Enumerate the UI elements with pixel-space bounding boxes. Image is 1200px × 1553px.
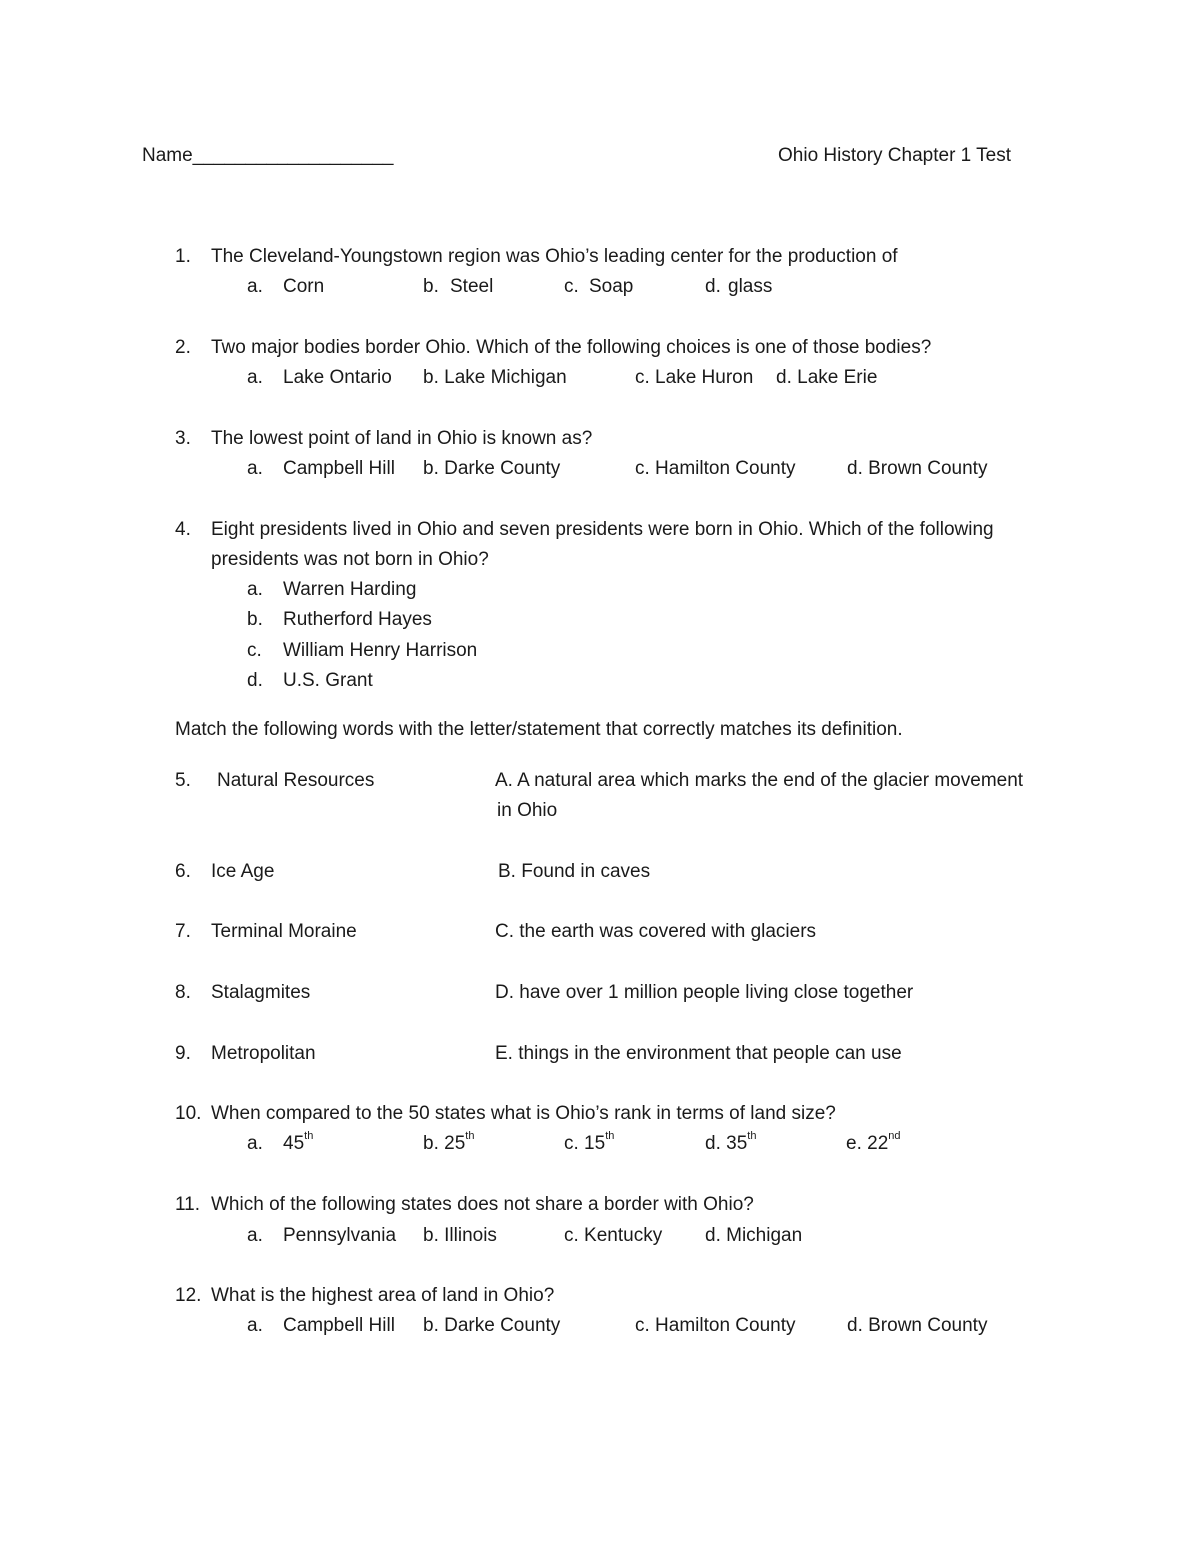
match-def-a: A. A natural area which marks the end of the glacier movement [495, 770, 1024, 791]
question-3-number: 3. [175, 428, 191, 449]
q1-option-b: Steel [450, 276, 494, 297]
q10-option-b: b. 25th [423, 1130, 475, 1154]
q12-option-a-letter: a. [247, 1315, 263, 1336]
q4-option-b: Rutherford Hayes [283, 609, 432, 630]
question-2-text: Two major bodies border Ohio. Which of the following choices is one of those bodies? [211, 337, 932, 358]
q10-option-c-suffix: th [605, 1130, 615, 1142]
q10-option-a: 45th [283, 1130, 314, 1154]
q12-option-a: Campbell Hill [283, 1315, 395, 1336]
match-def-b: B. Found in caves [498, 861, 651, 882]
question-12-text: What is the highest area of land in Ohio? [211, 1285, 555, 1306]
question-12-number: 12. [175, 1285, 202, 1306]
q11-option-a: Pennsylvania [283, 1225, 397, 1246]
question-2-number: 2. [175, 337, 191, 358]
matching-instructions: Match the following words with the letter/statement that correctly matches its definition. [175, 719, 903, 740]
q1-option-c: Soap [589, 276, 634, 297]
q2-option-c: c. Lake Huron [635, 367, 754, 388]
q3-option-a: Campbell Hill [283, 458, 395, 479]
question-11-text: Which of the following states does not share a border with Ohio? [211, 1194, 754, 1215]
q12-option-d: d. Brown County [847, 1315, 988, 1336]
q11-option-a-letter: a. [247, 1225, 263, 1246]
q10-option-e: e. 22nd [846, 1130, 901, 1154]
q4-option-c: William Henry Harrison [283, 640, 478, 661]
q4-option-c-letter: c. [247, 640, 262, 661]
q1-option-a: Corn [283, 276, 325, 297]
match-9-term: Metropolitan [211, 1043, 316, 1064]
q10-option-e-suffix: nd [888, 1130, 901, 1142]
q1-option-d-letter: d. [705, 276, 721, 297]
match-6-term: Ice Age [211, 861, 275, 882]
question-4-text-line2: presidents was not born in Ohio? [211, 549, 489, 570]
q10-option-d: d. 35th [705, 1130, 757, 1154]
q3-option-c: c. Hamilton County [635, 458, 796, 479]
match-def-c: C. the earth was covered with glaciers [495, 921, 817, 942]
question-4-text-line1: Eight presidents lived in Ohio and seven presidents were born in Ohio. Which of the following [211, 519, 994, 540]
q4-option-d-letter: d. [247, 670, 263, 691]
match-5-term: Natural Resources [217, 770, 375, 791]
q10-option-b-suffix: th [465, 1130, 475, 1142]
q10-option-a-suffix: th [304, 1130, 314, 1142]
q10-option-d-suffix: th [747, 1130, 757, 1142]
q11-option-c: c. Kentucky [564, 1225, 663, 1246]
question-10-number: 10. [175, 1103, 202, 1124]
match-def-a-line2: in Ohio [497, 800, 558, 821]
question-10-text: When compared to the 50 states what is Ohio’s rank in terms of land size? [211, 1103, 836, 1124]
question-1-number: 1. [175, 246, 191, 267]
match-7-number: 7. [175, 921, 191, 942]
page-title: Ohio History Chapter 1 Test [778, 145, 1012, 166]
q3-option-a-letter: a. [247, 458, 263, 479]
q10-option-a-letter: a. [247, 1133, 263, 1154]
q2-option-d: d. Lake Erie [776, 367, 878, 388]
q1-option-a-letter: a. [247, 276, 263, 297]
q11-option-b: b. Illinois [423, 1225, 497, 1246]
match-def-d: D. have over 1 million people living close together [495, 982, 914, 1003]
q4-option-d: U.S. Grant [283, 670, 373, 691]
q4-option-b-letter: b. [247, 609, 263, 630]
q12-option-c: c. Hamilton County [635, 1315, 796, 1336]
q10-option-c: c. 15th [564, 1130, 615, 1154]
match-8-number: 8. [175, 982, 191, 1003]
question-4-number: 4. [175, 519, 191, 540]
q11-option-d: d. Michigan [705, 1225, 803, 1246]
q3-option-b: b. Darke County [423, 458, 561, 479]
q2-option-b: b. Lake Michigan [423, 367, 567, 388]
q4-option-a-letter: a. [247, 579, 263, 600]
q3-option-d: d. Brown County [847, 458, 988, 479]
match-5-number: 5. [175, 770, 191, 791]
q12-option-b: b. Darke County [423, 1315, 561, 1336]
match-8-term: Stalagmites [211, 982, 311, 1003]
q1-option-d: glass [728, 276, 773, 297]
question-3-text: The lowest point of land in Ohio is known as? [211, 428, 593, 449]
q2-option-a-letter: a. [247, 367, 263, 388]
name-field-label: Name___________________ [142, 145, 394, 166]
match-9-number: 9. [175, 1043, 191, 1064]
match-def-e: E. things in the environment that people can use [495, 1043, 902, 1064]
match-7-term: Terminal Moraine [211, 921, 357, 942]
question-11-number: 11. [175, 1194, 201, 1215]
q1-option-c-letter: c. [564, 276, 579, 297]
match-6-number: 6. [175, 861, 191, 882]
q2-option-a: Lake Ontario [283, 367, 392, 388]
question-1-text: The Cleveland-Youngstown region was Ohio’s leading center for the production of [211, 246, 898, 267]
q4-option-a: Warren Harding [283, 579, 417, 600]
q1-option-b-letter: b. [423, 276, 439, 297]
